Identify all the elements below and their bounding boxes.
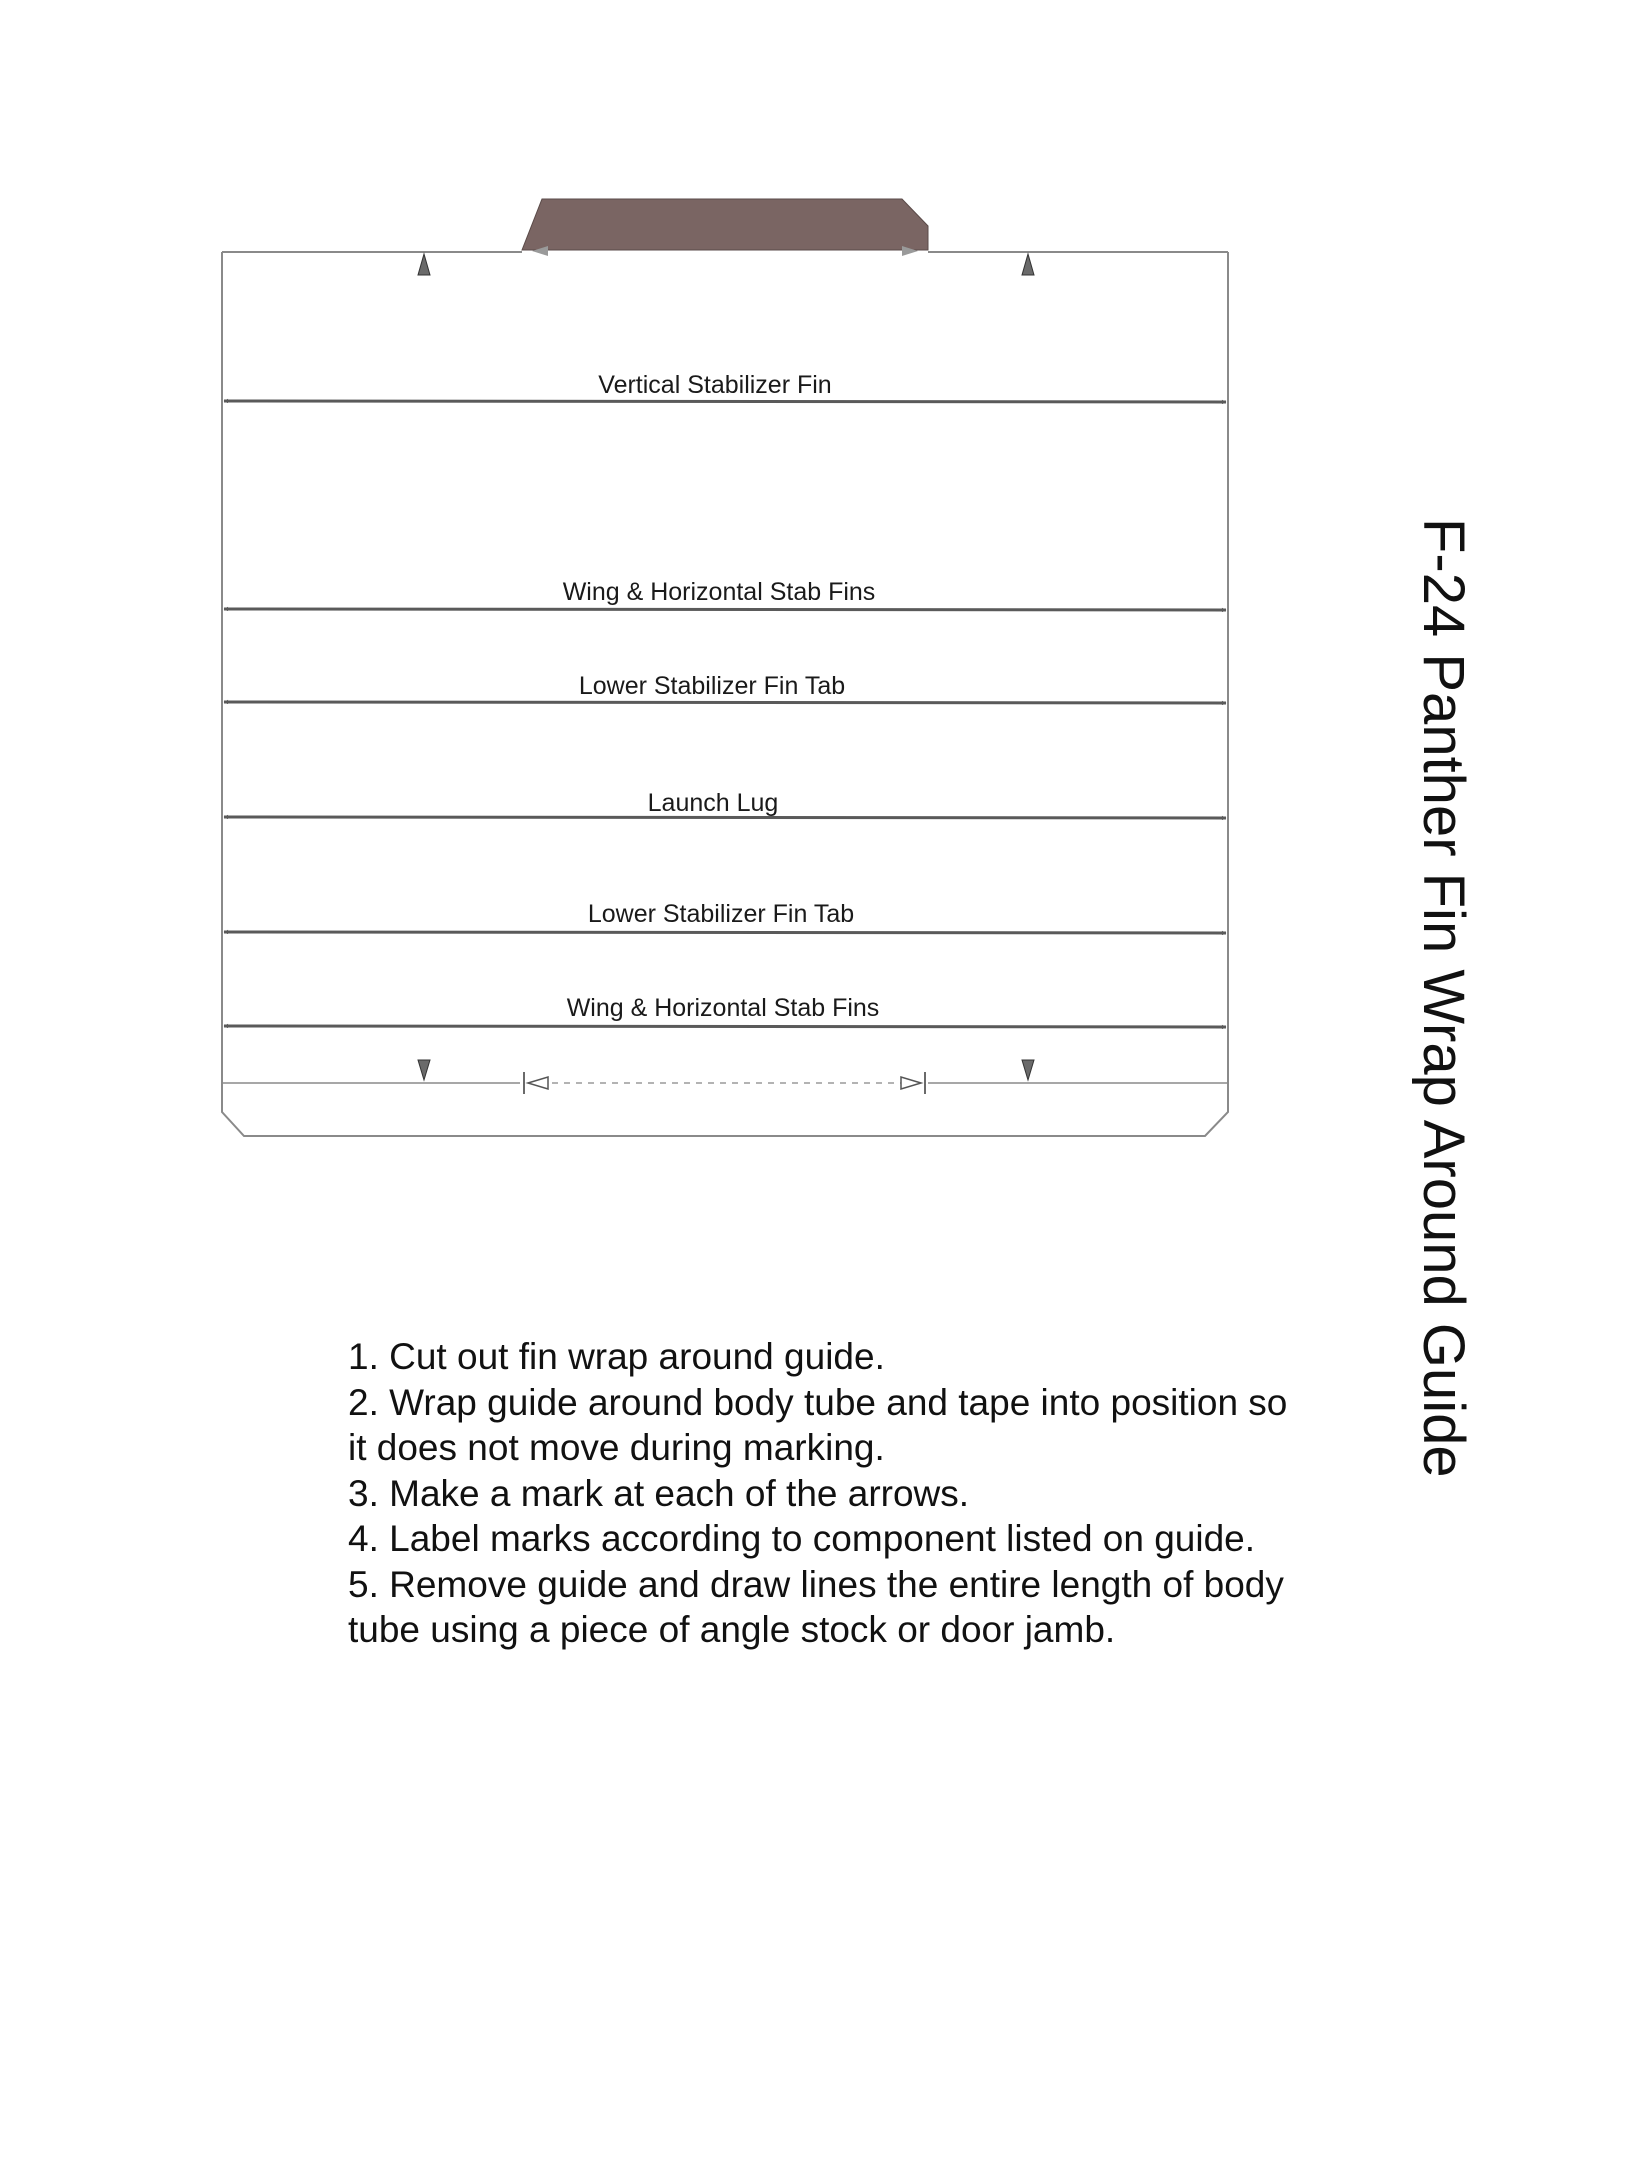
top-marker-right-icon	[1022, 254, 1034, 275]
fin-line-label: Lower Stabilizer Fin Tab	[587, 900, 855, 928]
instruction-step-1: 1. Cut out fin wrap around guide.	[348, 1336, 885, 1377]
fin-line-label: Launch Lug	[647, 789, 779, 817]
fin-line-arrow	[224, 932, 1226, 933]
fin-line-label: Vertical Stabilizer Fin	[598, 371, 832, 399]
fin-line-5	[224, 900, 1226, 933]
fin-line-1	[224, 371, 1226, 402]
page-title: F-24 Panther Fin Wrap Around Guide	[1411, 518, 1476, 1478]
top-alignment-tab	[522, 199, 928, 250]
bottom-marker-left-icon	[418, 1060, 430, 1080]
fin-line-3	[224, 672, 1226, 703]
page-title-container	[1408, 518, 1478, 1478]
instruction-step-2: 2. Wrap guide around body tube and tape into position so it does not move during marking.	[348, 1381, 1288, 1468]
instruction-step-4: 4. Label marks according to component listed on guide.	[348, 1518, 1256, 1559]
fin-line-arrow	[224, 401, 1226, 402]
fin-line-2	[224, 578, 1226, 610]
top-marker-left-icon	[418, 254, 430, 275]
fin-line-6	[224, 994, 1226, 1027]
instructions-list	[348, 1334, 1288, 1653]
overlap-arrow-right-icon	[901, 1077, 921, 1089]
fin-line-arrow	[224, 702, 1226, 703]
instruction-step-5: 5. Remove guide and draw lines the entire length of body tube using a piece of angle stock or door jamb.	[348, 1563, 1284, 1650]
fin-line-label: Lower Stabilizer Fin Tab	[578, 672, 846, 700]
fin-line-arrow	[224, 609, 1226, 610]
fin-line-arrow	[224, 1026, 1226, 1027]
fin-line-label: Wing & Horizontal Stab Fins	[562, 578, 876, 606]
bottom-marker-right-icon	[1022, 1060, 1034, 1080]
instruction-step-3: 3. Make a mark at each of the arrows.	[348, 1472, 970, 1514]
overlap-arrow-left-icon	[528, 1077, 548, 1089]
fin-line-arrow	[224, 817, 1226, 818]
fin-line-4	[224, 789, 1226, 818]
fin-line-label: Wing & Horizontal Stab Fins	[566, 994, 880, 1022]
